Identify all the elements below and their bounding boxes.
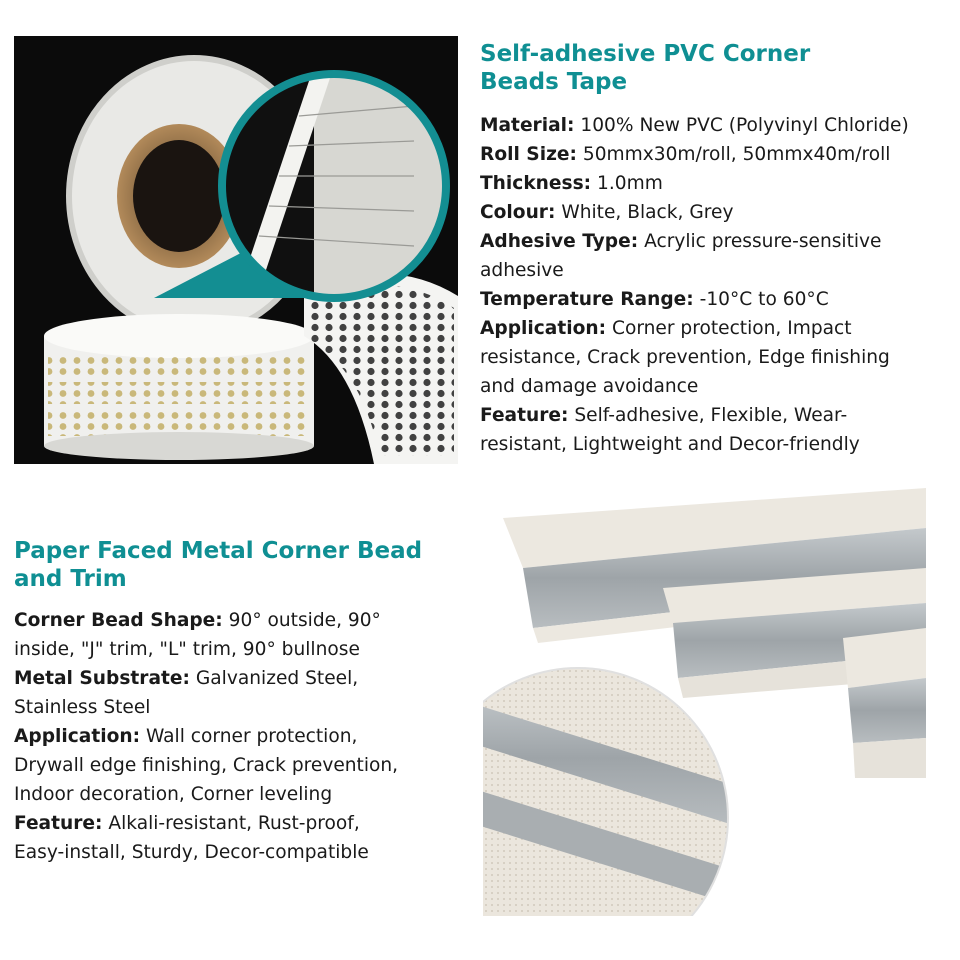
spec-value: Wall corner protection,	[145, 726, 358, 747]
spec-line	[480, 198, 956, 227]
spec-line	[14, 722, 470, 751]
metal-title-line: and Trim	[14, 566, 127, 592]
spec-label: Adhesive Type:	[480, 231, 639, 252]
spec-label: Corner Bead Shape:	[14, 610, 223, 631]
spec-value: 90° outside, 90°	[228, 610, 381, 631]
spec-line	[14, 693, 470, 722]
spec-line	[480, 111, 956, 140]
spec-line	[480, 343, 956, 372]
spec-value: resistant, Lightweight and Decor-friendly	[480, 434, 860, 455]
metal-bead-illustration	[483, 488, 926, 916]
spec-line	[480, 227, 956, 256]
pvc-spec-list	[480, 111, 956, 459]
pvc-product-title	[480, 40, 950, 96]
spec-line	[480, 372, 956, 401]
metal-spec-list	[14, 606, 470, 867]
pvc-tape-product-photo	[14, 36, 458, 464]
spec-value: Easy-install, Sturdy, Decor-compatible	[14, 842, 369, 863]
spec-label: Feature:	[480, 405, 569, 426]
spec-line	[14, 635, 470, 664]
pvc-title-line: Beads Tape	[480, 69, 628, 95]
spec-line	[480, 285, 956, 314]
spec-line	[480, 430, 956, 459]
spec-value: Indoor decoration, Corner leveling	[14, 784, 333, 805]
spec-value: resistance, Crack prevention, Edge finishing	[480, 347, 890, 368]
metal-title-line: Paper Faced Metal Corner Bead	[14, 538, 423, 564]
spec-line	[14, 606, 470, 635]
spec-value: adhesive	[480, 260, 564, 281]
spec-value: Galvanized Steel,	[195, 668, 359, 689]
spec-value: -10°C to 60°C	[699, 289, 829, 310]
spec-label: Material:	[480, 115, 575, 136]
spec-line	[14, 664, 470, 693]
spec-value: Stainless Steel	[14, 697, 151, 718]
spec-label: Application:	[14, 726, 141, 747]
spec-value: 50mmx30m/roll, 50mmx40m/roll	[582, 144, 891, 165]
spec-line	[480, 256, 956, 285]
spec-value: Self-adhesive, Flexible, Wear-	[574, 405, 848, 426]
spec-line	[480, 314, 956, 343]
spec-line	[480, 140, 956, 169]
spec-line	[14, 751, 470, 780]
spec-line	[14, 780, 470, 809]
spec-line	[480, 401, 956, 430]
pvc-tape-illustration	[14, 36, 458, 464]
spec-line	[480, 169, 956, 198]
spec-label: Thickness:	[480, 173, 592, 194]
metal-corner-bead-product-photo	[483, 488, 926, 916]
spec-value: and damage avoidance	[480, 376, 699, 397]
spec-label: Feature:	[14, 813, 103, 834]
spec-line	[14, 838, 470, 867]
spec-value: White, Black, Grey	[561, 202, 734, 223]
spec-value: Acrylic pressure-sensitive	[644, 231, 882, 252]
metal-product-title	[14, 537, 464, 593]
spec-value: Corner protection, Impact	[611, 318, 852, 339]
spec-label: Colour:	[480, 202, 556, 223]
spec-line	[14, 809, 470, 838]
spec-value: inside, "J" trim, "L" trim, 90° bullnose	[14, 639, 360, 660]
spec-label: Roll Size:	[480, 144, 577, 165]
spec-value: 100% New PVC (Polyvinyl Chloride)	[580, 115, 909, 136]
spec-value: Drywall edge finishing, Crack prevention,	[14, 755, 399, 776]
spec-value: Alkali-resistant, Rust-proof,	[108, 813, 360, 834]
pvc-title-line: Self-adhesive PVC Corner	[480, 41, 811, 67]
spec-label: Temperature Range:	[480, 289, 694, 310]
spec-label: Metal Substrate:	[14, 668, 190, 689]
spec-label: Application:	[480, 318, 607, 339]
spec-value: 1.0mm	[597, 173, 663, 194]
